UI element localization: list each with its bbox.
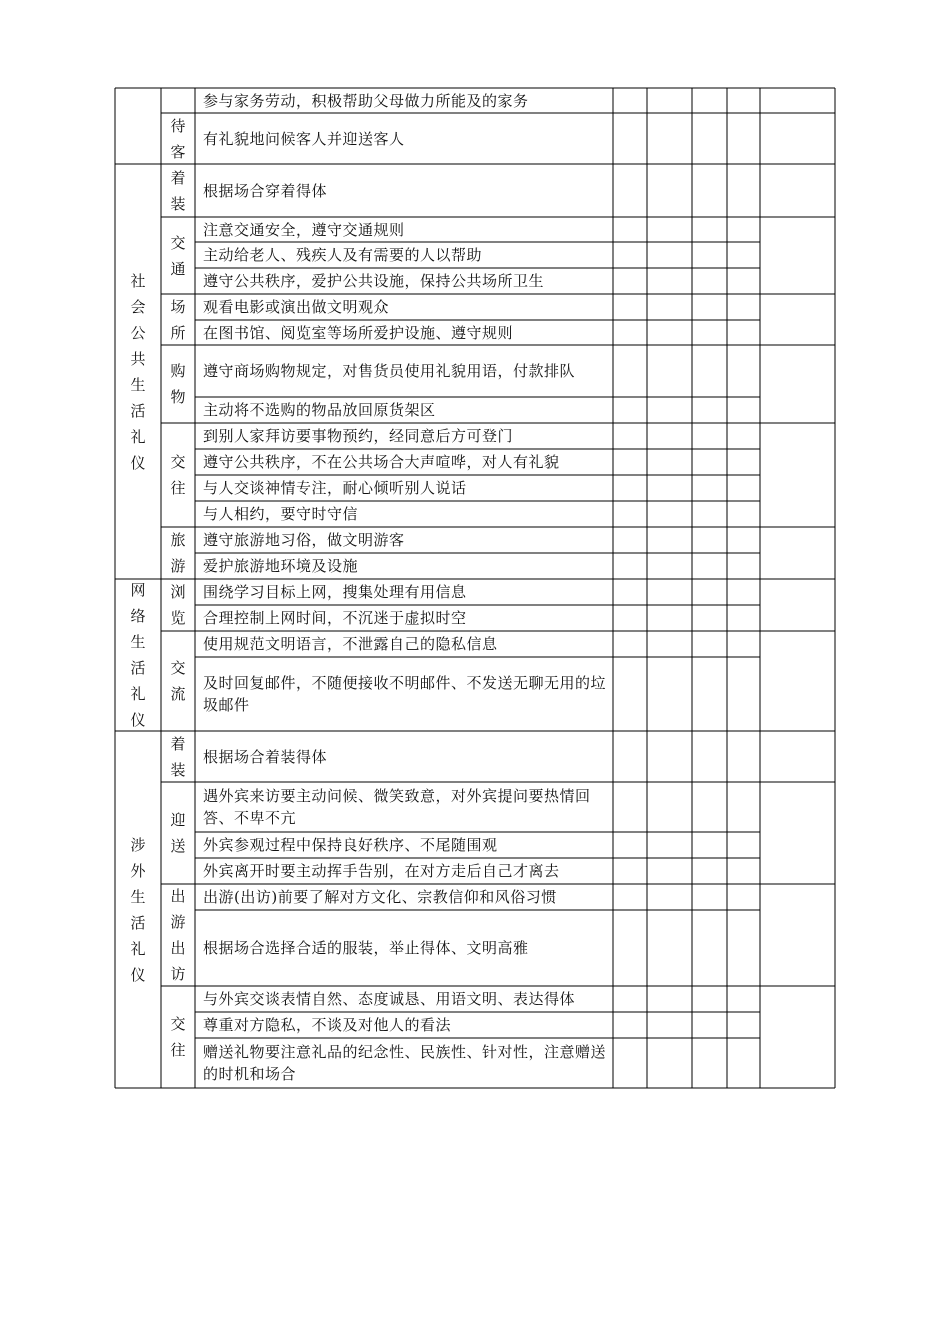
checklist-item-text: 在图书馆、阅览室等场所爱护设施、遵守规则 [203, 323, 514, 342]
subsection-label [161, 731, 195, 782]
subsection-label [161, 345, 195, 423]
checklist-item-text: 出游(出访)前要了解对方文化、宗教信仰和风俗习惯 [203, 888, 557, 906]
subsection-label-text: 购物 [170, 362, 186, 406]
subsection-label [161, 88, 195, 113]
subsection-label [161, 294, 195, 345]
subsection-label-text: 着装 [170, 168, 186, 213]
checklist-item-text: 爱护旅游地环境及设施 [203, 557, 359, 575]
section-label [115, 164, 161, 579]
checklist-item-text: 与人交谈神情专注，耐心倾听别人说话 [203, 479, 467, 497]
subsection-label-text: 迎送 [170, 811, 186, 855]
checklist-item [195, 475, 613, 501]
subsection-label-text: 交往 [170, 453, 186, 497]
checklist-item-text: 注意交通安全，遵守交通规则 [203, 220, 405, 239]
checklist-item [195, 858, 613, 884]
checklist-item-text: 与外宾交谈表情自然、态度诚恳、用语文明、表达得体 [203, 990, 576, 1008]
checklist-item [195, 1012, 613, 1038]
checklist-item [195, 657, 613, 731]
checklist-item [195, 579, 613, 605]
checklist-item [195, 164, 613, 217]
subsection-label [161, 113, 195, 164]
subsection-label-text: 旅游 [170, 531, 186, 575]
checklist-item-text: 遵守公共秩序，不在公共场合大声喧哗，对人有礼貌 [203, 453, 560, 471]
checklist-item [195, 397, 613, 423]
section-label [115, 88, 161, 164]
checklist-item-text: 及时回复邮件，不随便接收不明邮件、不发送无聊无用的垃圾邮件 [203, 674, 607, 714]
checklist-item [195, 731, 613, 782]
checklist-item [195, 423, 613, 449]
subsection-label-text: 交通 [170, 233, 186, 278]
checklist-item-text: 遵守商场购物规定，对售货员使用礼貌用语，付款排队 [203, 362, 576, 380]
subsection-label-text: 交往 [170, 1015, 186, 1059]
checklist-item [195, 449, 613, 475]
checklist-item-text: 主动给老人、残疾人及有需要的人以帮助 [203, 246, 483, 264]
checklist-item-text: 遇外宾来访要主动问候、微笑致意，对外宾提问要热情回答、不卑不亢 [203, 787, 591, 827]
subsection-label-text: 着装 [170, 734, 186, 779]
checklist-item-text: 观看电影或演出做文明观众 [203, 298, 390, 316]
checklist-item [195, 501, 613, 527]
checklist-item-text: 主动将不选购的物品放回原货架区 [203, 401, 436, 419]
subsection-label [161, 884, 195, 986]
subsection-label [161, 217, 195, 294]
checklist-item-text: 到别人家拜访要事物预约，经同意后方可登门 [203, 427, 514, 445]
section-label-text: 网络生活礼仪 [130, 581, 146, 729]
checklist-item [195, 605, 613, 631]
checklist-item-text: 遵守旅游地习俗，做文明游客 [203, 531, 405, 549]
checklist-item-text: 尊重对方隐私，不谈及对他人的看法 [203, 1016, 452, 1034]
checklist-item-text: 参与家务劳动，积极帮助父母做力所能及的家务 [203, 91, 529, 110]
checklist-item [195, 113, 613, 164]
checklist-item-text: 赠送礼物要注意礼品的纪念性、民族性、针对性，注意赠送的时机和场合 [203, 1043, 607, 1083]
checklist-item [195, 1038, 613, 1088]
checklist-item [195, 553, 613, 579]
subsection-label [161, 631, 195, 731]
checklist-item-text: 使用规范文明语言，不泄露自己的隐私信息 [203, 635, 498, 653]
subsection-label [161, 986, 195, 1088]
subsection-label-text: 浏览 [170, 583, 186, 627]
checklist-item [195, 268, 613, 294]
section-label [115, 579, 161, 731]
checklist-item [195, 217, 613, 242]
checklist-item-text: 合理控制上网时间，不沉迷于虚拟时空 [203, 609, 467, 627]
checklist-item [195, 345, 613, 397]
subsection-label-text: 出游出访 [170, 887, 186, 983]
subsection-label [161, 782, 195, 884]
checklist-item [195, 986, 613, 1012]
checklist-item-text: 根据场合着装得体 [203, 747, 328, 766]
checklist-item-text: 有礼貌地问候客人并迎送客人 [203, 129, 405, 148]
checklist-item [195, 88, 613, 113]
subsection-label-text: 交流 [170, 659, 186, 703]
checklist-item [195, 832, 613, 858]
section-label-text: 涉外生活礼仪 [130, 835, 146, 984]
checklist-item-text: 与人相约，要守时守信 [203, 505, 359, 523]
subsection-label-text: 待客 [170, 116, 186, 161]
checklist-item [195, 294, 613, 320]
checklist-item-text: 遵守公共秩序，爱护公共设施，保持公共场所卫生 [203, 272, 545, 290]
checklist-item-text: 根据场合选择合适的服装，举止得体、文明高雅 [203, 939, 529, 957]
checklist-item [195, 320, 613, 345]
checklist-item [195, 782, 613, 832]
subsection-label [161, 527, 195, 579]
subsection-label-text: 场所 [170, 297, 186, 342]
subsection-label [161, 423, 195, 527]
checklist-item [195, 242, 613, 268]
checklist-item [195, 527, 613, 553]
checklist-item-text: 根据场合穿着得体 [203, 181, 328, 200]
checklist-item-text: 围绕学习目标上网，搜集处理有用信息 [203, 583, 467, 601]
section-label-text: 社会公共生活礼仪 [130, 271, 146, 472]
subsection-label [161, 164, 195, 217]
checklist-item [195, 910, 613, 986]
section-label [115, 731, 161, 1088]
checklist-item [195, 631, 613, 657]
checklist-item-text: 外宾离开时要主动挥手告别，在对方走后自己才离去 [203, 862, 560, 880]
checklist-item [195, 884, 613, 910]
subsection-label [161, 579, 195, 631]
checklist-item-text: 外宾参观过程中保持良好秩序、不尾随围观 [203, 836, 498, 854]
